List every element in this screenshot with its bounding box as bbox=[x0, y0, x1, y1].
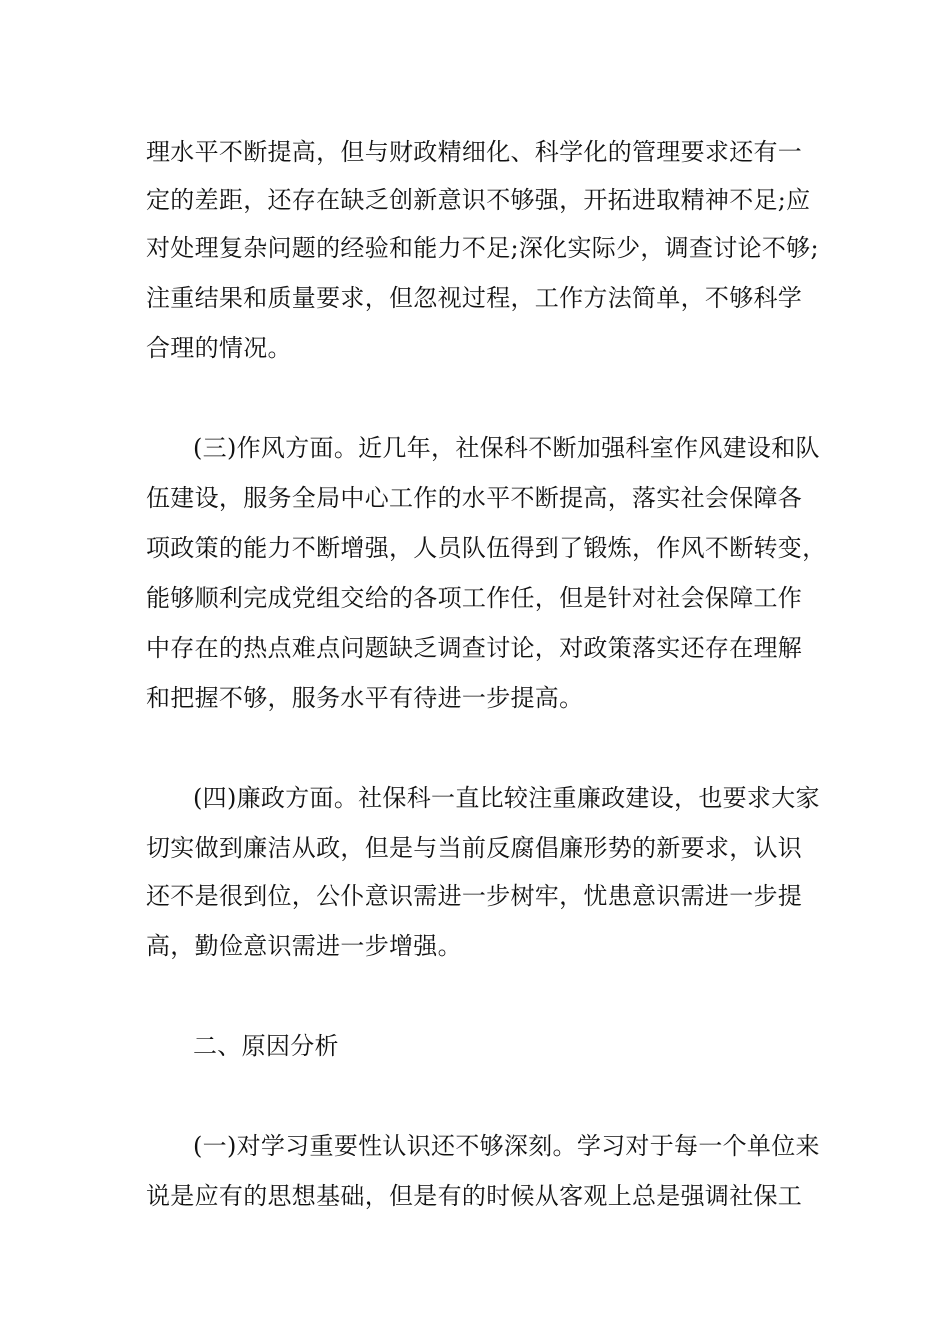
text-line: 切实做到廉洁从政，但是与当前反腐倡廉形势的新要求，认识 bbox=[146, 834, 803, 862]
text-line: 对处理复杂问题的经验和能力不足;深化实际少，调查讨论不够; bbox=[146, 234, 819, 262]
text-line: (四)廉政方面。社保科一直比较注重廉政建设，也要求大家 bbox=[193, 784, 820, 812]
text-line: 说是应有的思想基础，但是有的时候从客观上总是强调社保工 bbox=[146, 1182, 803, 1210]
text-line: 项政策的能力不断增强，人员队伍得到了锻炼，作风不断转变， bbox=[146, 534, 827, 562]
text-line: 能够顺利完成党组交给的各项工作任，但是针对社会保障工作 bbox=[146, 584, 803, 612]
text-line: 理水平不断提高，但与财政精细化、科学化的管理要求还有一 bbox=[146, 138, 803, 166]
text-line: 伍建设，服务全局中心工作的水平不断提高，落实社会保障各 bbox=[146, 484, 803, 512]
section-heading: 二、原因分析 bbox=[193, 1032, 339, 1060]
text-line: (三)作风方面。近几年，社保科不断加强科室作风建设和队 bbox=[193, 434, 820, 462]
text-line: 还不是很到位，公仆意识需进一步树牢，忧患意识需进一步提 bbox=[146, 882, 803, 910]
text-line: 注重结果和质量要求，但忽视过程，工作方法简单，不够科学 bbox=[146, 284, 803, 312]
text-line: 中存在的热点难点问题缺乏调查讨论，对政策落实还存在理解 bbox=[146, 634, 803, 662]
text-line: (一)对学习重要性认识还不够深刻。学习对于每一个单位来 bbox=[193, 1132, 820, 1160]
text-line: 和把握不够，服务水平有待进一步提高。 bbox=[146, 684, 584, 712]
text-line: 高，勤俭意识需进一步增强。 bbox=[146, 932, 462, 960]
text-line: 合理的情况。 bbox=[146, 334, 292, 362]
text-line: 定的差距，还存在缺乏创新意识不够强，开拓进取精神不足;应 bbox=[146, 186, 811, 214]
